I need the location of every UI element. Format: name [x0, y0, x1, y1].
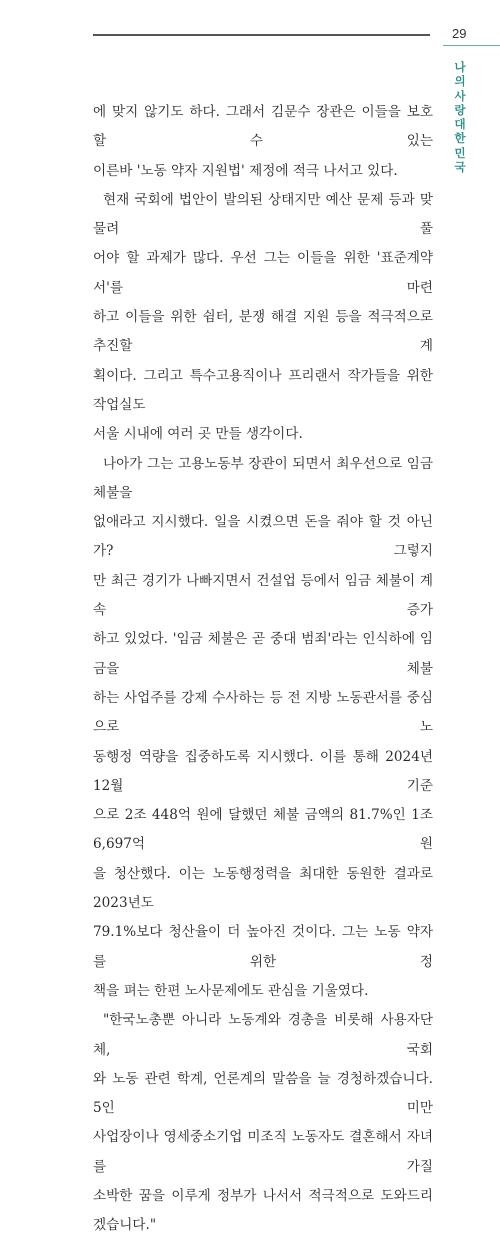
text-line: 만 최근 경기가 나빠지면서 건설업 등에서 임금 체불이 계속 증가 [93, 572, 433, 619]
text-line: 획이다. 그리고 특수고용직이나 프리랜서 작가들을 위한 작업실도 [93, 367, 433, 413]
text-line: 79.1%보다 청산율이 더 높아진 것이다. 그는 노동 약자를 위한 정 [93, 924, 433, 970]
text-line: 동행정 역량을 집중하도록 지시했다. 이를 통해 2024년 12월 기준 [93, 748, 433, 794]
text-line: 하고 이들을 위한 쉼터, 분쟁 해결 지원 등을 적극적으로 추진할 계 [93, 309, 433, 355]
text-line: 사업장이나 영세중소기업 미조직 노동자도 결혼해서 자녀를 가질 [93, 1129, 433, 1175]
section-tab: 나의사랑대한민국 [454, 60, 466, 175]
text-line: 책을 펴는 한편 노사문제에도 관심을 기울였다. [93, 982, 369, 999]
text-line: 하고 있었다. '임금 체불은 곧 중대 범죄'라는 인식하에 임금을 체불 [93, 631, 433, 677]
text-line: 하는 사업주를 강제 수사하는 등 전 지방 노동관서를 중심으로 노 [93, 689, 433, 736]
text-line: 이른바 '노동 약자 지원법' 제정에 적극 나서고 있다. [93, 162, 398, 179]
text-line: 어야 할 과제가 많다. 우선 그는 이들을 위한 '표준계약서'를 마련 [93, 250, 433, 296]
text-line: 없애라고 지시했다. 일을 시켰으면 돈을 줘야 할 것 아닌가? 그렇지 [93, 514, 433, 560]
text-line: 을 청산했다. 이는 노동행정력을 최대한 동원한 결과로 2023년도 [93, 865, 433, 912]
text-line: 으로 2조 448억 원에 달했던 체불 금액의 81.7%인 1조 6,697억 원 [93, 807, 433, 853]
text-line: 소박한 꿈을 이루게 정부가 나서서 적극적으로 도와드리겠습니다." [93, 1187, 433, 1234]
text-line: 나아가 그는 고용노동부 장관이 되면서 최우선으로 임금 체불을 [93, 455, 433, 501]
body-text [93, 98, 433, 1241]
page-number: 29 [452, 26, 467, 41]
text-line: "한국노총뿐 아니라 노동계와 경총을 비롯해 사용자단체, 국회 [93, 1012, 433, 1058]
text-line: 서울 시내에 여러 곳 만들 생각이다. [93, 426, 303, 443]
text-line: 와 노동 관련 학계, 언론계의 말씀을 늘 경청하겠습니다. 5인 미만 [93, 1070, 433, 1117]
side-tab-divider [443, 45, 500, 46]
text-line: 에 맞지 않기도 하다. 그래서 김문수 장관은 이들을 보호할 수 있는 [93, 104, 433, 150]
header-rule [93, 34, 430, 36]
text-line: 현재 국회에 법안이 발의된 상태지만 예산 문제 등과 맞물려 풀 [93, 191, 433, 238]
